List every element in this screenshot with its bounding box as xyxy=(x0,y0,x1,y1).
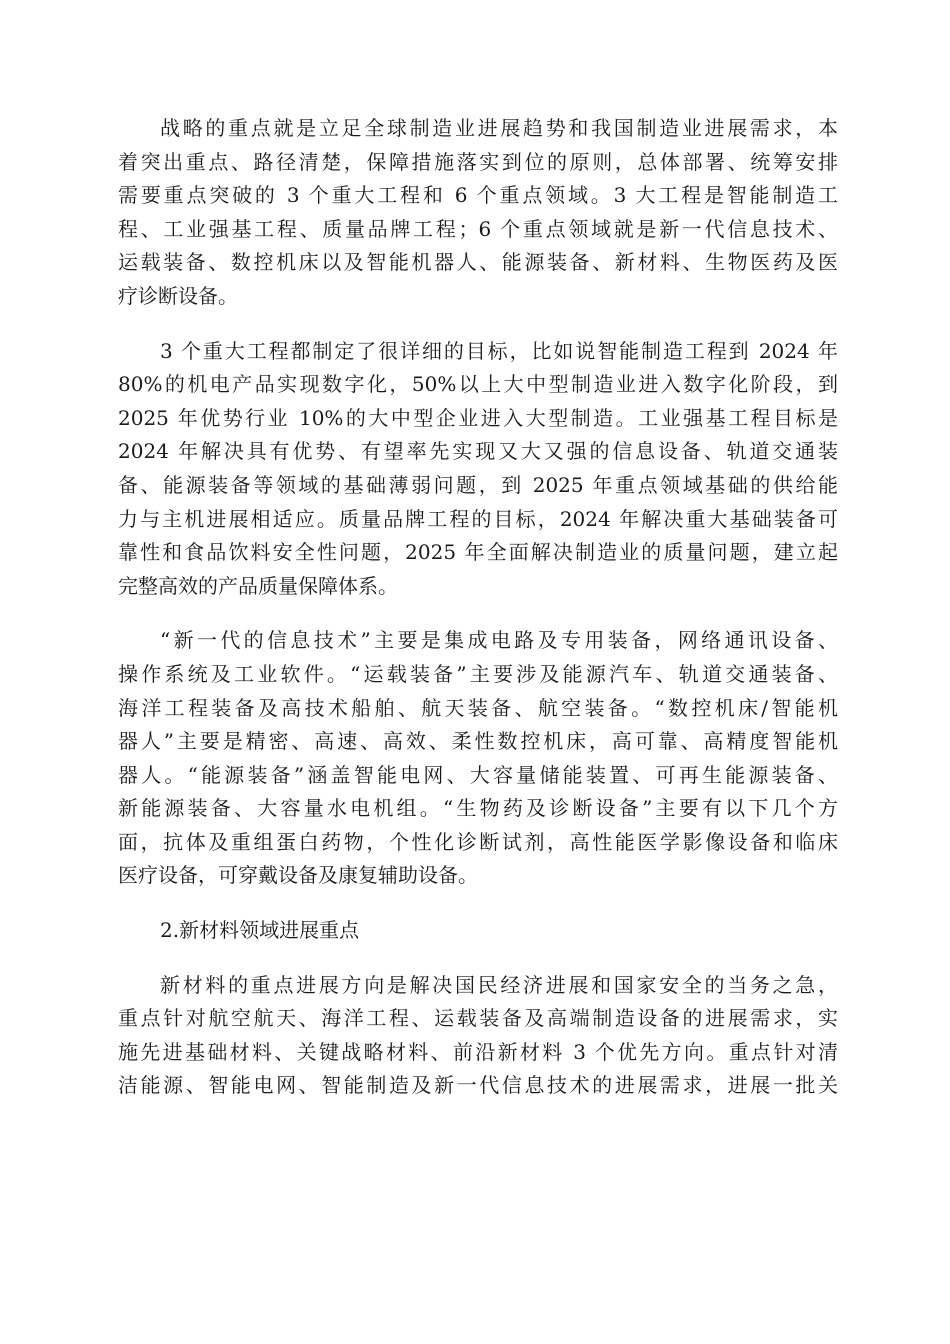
text-line: 靠性和食品饮料安全性问题，2025 年全面解决制造业的质量问题，建立起 xyxy=(118,540,838,565)
text-line: 运载装备、数控机床以及智能机器人、能源装备、新材料、生物医药及医 xyxy=(118,250,838,275)
text-line: 新能源装备、大容量水电机组。“生物药及诊断设备”主要有以下几个方 xyxy=(118,796,838,821)
text-line: 器人。“能源装备”涵盖智能电网、大容量储能装置、可再生能源装备、 xyxy=(118,762,838,787)
text-line: 2024 年解决具有优势、有望率先实现又大又强的信息设备、轨道交通装 xyxy=(118,439,838,464)
paragraph-strategy-overview xyxy=(118,112,838,314)
section-heading xyxy=(118,914,838,948)
text-line: 海洋工程装备及高技术船舶、航天装备、航空装备。“数控机床/智能机 xyxy=(118,695,838,720)
text-line: 器人”主要是精密、高速、高效、柔性数控机床，高可靠、高精度智能机 xyxy=(118,729,838,754)
section-heading-text: 2.新材料领域进展重点 xyxy=(160,918,360,943)
text-line: 完整高效的产品质量保障体系。 xyxy=(118,573,398,598)
paragraph-new-materials xyxy=(118,969,838,1103)
text-line: 需要重点突破的 3 个重大工程和 6 个重点领域。3 大工程是智能制造工 xyxy=(118,183,838,208)
text-line: “新一代的信息技术”主要是集成电路及专用装备，网络通讯设备、 xyxy=(160,628,838,653)
text-line: 80%的机电产品实现数字化，50%以上大中型制造业进入数字化阶段，到 xyxy=(118,372,838,397)
text-line: 程、工业强基工程、质量品牌工程；6 个重点领域就是新一代信息技术、 xyxy=(118,216,838,241)
text-line: 面，抗体及重组蛋白药物，个性化诊断试剂，高性能医学影像设备和临床 xyxy=(118,829,838,854)
text-line: 疗诊断设备。 xyxy=(118,283,238,308)
text-line: 新材料的重点进展方向是解决国民经济进展和国家安全的当务之急， xyxy=(160,972,838,997)
text-line: 着突出重点、路径清楚，保障措施落实到位的原则，总体部署、统筹安排 xyxy=(118,149,838,174)
text-line: 战略的重点就是立足全球制造业进展趋势和我国制造业进展需求，本 xyxy=(160,116,838,140)
text-line: 操作系统及工业软件。“运载装备”主要涉及能源汽车、轨道交通装备、 xyxy=(118,661,838,686)
text-line: 3 个重大工程都制定了很详细的目标，比如说智能制造工程到 2024 年 xyxy=(160,338,838,363)
paragraph-major-projects-goals xyxy=(118,335,838,604)
paragraph-key-fields xyxy=(118,624,838,893)
text-line: 2025 年优势行业 10%的大中型企业进入大型制造。工业强基工程目标是 xyxy=(118,405,838,430)
text-line: 重点针对航空航天、海洋工程、运载装备及高端制造设备的进展需求，实 xyxy=(118,1006,838,1031)
document-body xyxy=(118,112,838,1124)
text-line: 备、能源装备等领域的基础薄弱问题，到 2025 年重点领域基础的供给能 xyxy=(118,472,838,497)
text-line: 力与主机进展相适应。质量品牌工程的目标，2024 年解决重大基础装备可 xyxy=(118,506,838,531)
text-line: 洁能源、智能电网、智能制造及新一代信息技术的进展需求，进展一批关 xyxy=(118,1073,838,1098)
text-line: 施先进基础材料、关键战略材料、前沿新材料 3 个优先方向。重点针对清 xyxy=(118,1039,838,1064)
text-line: 医疗设备，可穿戴设备及康复辅助设备。 xyxy=(118,863,478,888)
